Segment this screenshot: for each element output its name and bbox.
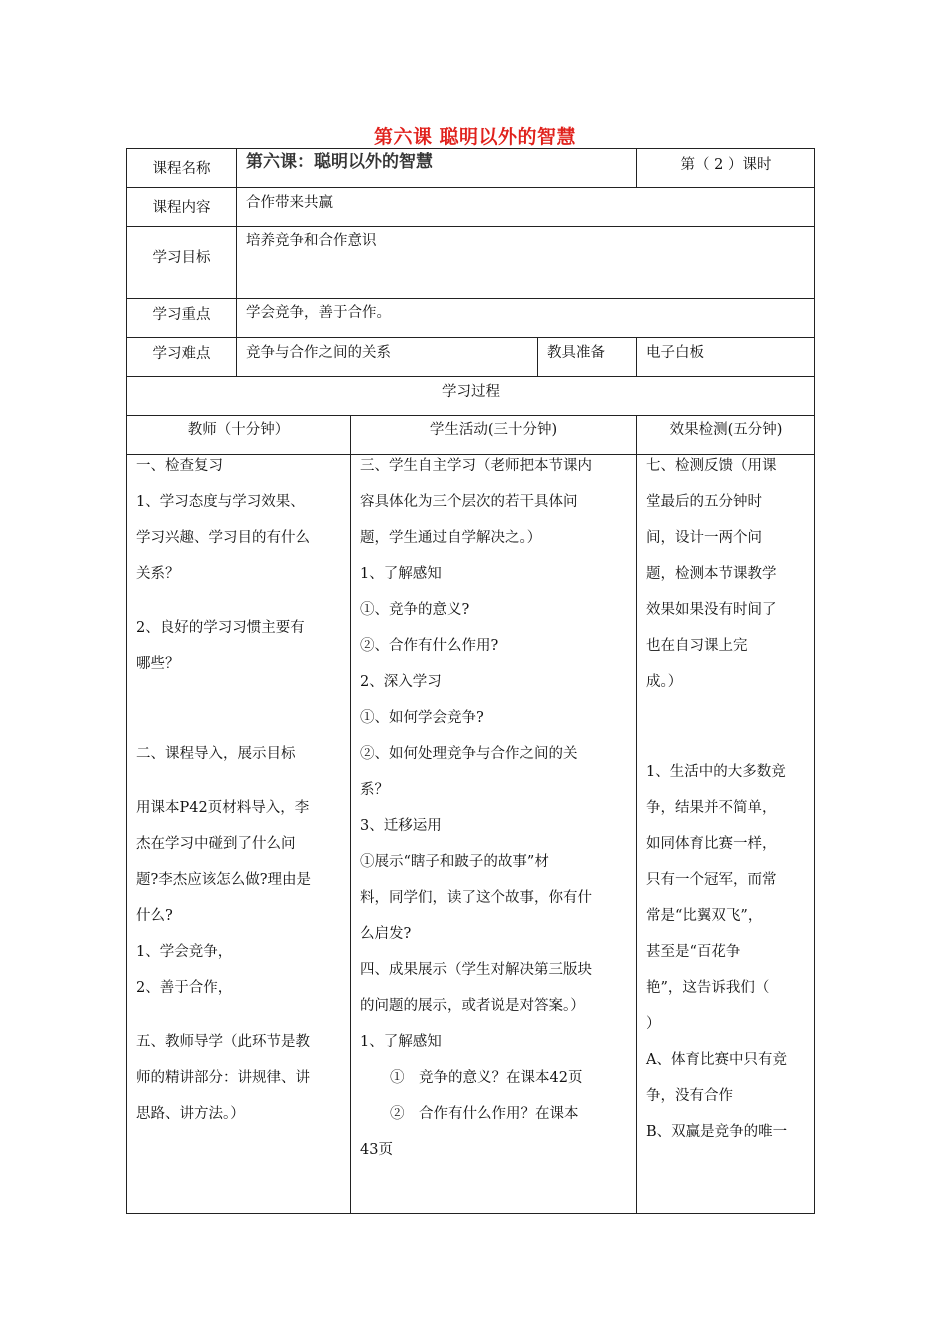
check-line: 成。） [646, 674, 683, 690]
check-line: 常是“比翼双飞”， [646, 908, 763, 924]
row-divider [126, 337, 815, 338]
check-line: 如同体育比赛一样， [646, 836, 777, 852]
teacher-line: 用课本P42页材料导入，李 [136, 800, 310, 816]
student-column [360, 448, 630, 1168]
teacher-line: 1、学习态度与学习效果、 [136, 494, 305, 510]
student-line: ②、如何处理竞争与合作之间的关 [360, 746, 578, 762]
tools-label: 教具准备 [547, 345, 605, 361]
goal-label: 学习目标 [152, 250, 211, 266]
student-line: ②、合作有什么作用? [360, 638, 499, 654]
page-title: 第六课 聪明以外的智慧 [373, 126, 577, 148]
student-line: 的问题的展示，或者说是对答案。） [360, 998, 585, 1014]
check-header: 效果检测(五分钟) [669, 422, 783, 438]
student-line: 3、迁移运用 [360, 818, 442, 834]
check-column [646, 448, 808, 1150]
column-divider [236, 148, 237, 376]
teacher-line: 2、善于合作， [136, 980, 233, 996]
column-divider [636, 337, 637, 376]
student-line: 容具体化为三个层次的若干具体问 [360, 494, 578, 510]
student-line: 1、了解感知 [360, 566, 442, 582]
course-name-label: 课程名称 [152, 161, 211, 177]
goal-value: 培养竞争和合作意识 [246, 233, 377, 249]
key-value: 学会竞争，善于合作。 [246, 305, 391, 321]
difficulty-value: 竞争与合作之间的关系 [246, 345, 391, 361]
student-line: 43页 [360, 1142, 393, 1158]
period-value: 第（ 2 ）课时 [680, 157, 772, 173]
teacher-line: 师的精讲部分：讲规律、讲 [136, 1070, 310, 1086]
course-name-value: 第六课：聪明以外的智慧 [246, 152, 433, 172]
check-line: 也在自习课上完 [646, 638, 748, 654]
check-line: ） [646, 1016, 661, 1032]
teacher-line: 哪些？ [136, 656, 180, 672]
check-line: 堂最后的五分钟时 [646, 494, 762, 510]
student-line: ② 合作有什么作用？在课本 [390, 1106, 579, 1122]
teacher-line: 学习兴趣、学习目的有什么 [136, 530, 310, 546]
student-line: 四、成果展示（学生对解决第三版块 [360, 962, 592, 978]
teacher-column [136, 448, 342, 1132]
process-label: 学习过程 [442, 384, 500, 400]
teacher-line: 2、良好的学习习惯主要有 [136, 620, 305, 636]
teacher-line: 1、学会竞争， [136, 944, 233, 960]
content-label: 课程内容 [152, 200, 211, 216]
teacher-line: 思路、讲方法。） [136, 1106, 245, 1122]
check-line: 艳”，这告诉我们（ [646, 980, 770, 996]
check-line: 七、检测反馈（用课 [646, 458, 777, 474]
teacher-line: 二、课程导入，展示目标 [136, 746, 296, 762]
student-line: 料，同学们，读了这个故事，你有什 [360, 890, 592, 906]
check-line: 效果如果没有时间了 [646, 602, 777, 618]
check-line: 1、生活中的大多数竞 [646, 764, 786, 780]
student-line: ①、竞争的意义? [360, 602, 470, 618]
check-line: 甚至是“百花争 [646, 944, 741, 960]
student-line: 三、学生自主学习（老师把本节课内 [360, 458, 592, 474]
student-line: 系？ [360, 782, 389, 798]
row-divider [126, 376, 815, 377]
teacher-line: 什么? [136, 908, 173, 924]
student-line: ①、如何学会竞争? [360, 710, 484, 726]
row-divider [126, 415, 815, 416]
check-line: A、体育比赛中只有竞 [646, 1052, 787, 1068]
tools-value: 电子白板 [646, 345, 704, 361]
column-divider [537, 337, 538, 376]
row-divider [126, 226, 815, 227]
check-line: 争，没有合作 [646, 1088, 733, 1104]
teacher-line: 题?李杰应该怎么做?理由是 [136, 872, 312, 888]
student-line: 么启发? [360, 926, 412, 942]
check-line: 间，设计一两个问 [646, 530, 762, 546]
difficulty-label: 学习难点 [152, 346, 211, 362]
student-line: 题，学生通过自学解决之。） [360, 530, 542, 546]
teacher-line: 关系？ [136, 566, 180, 582]
teacher-line: 一、检查复习 [136, 458, 223, 474]
key-label: 学习重点 [152, 307, 211, 323]
teacher-line: 五、教师导学（此环节是教 [136, 1034, 310, 1050]
teacher-header: 教师（十分钟） [187, 422, 290, 438]
row-divider [126, 298, 815, 299]
content-value: 合作带来共赢 [246, 195, 333, 211]
check-line: 题，检测本节课教学 [646, 566, 777, 582]
student-line: ① 竞争的意义？在课本42页 [390, 1070, 583, 1086]
check-line: B、双赢是竞争的唯一 [646, 1124, 788, 1140]
student-line: 1、了解感知 [360, 1034, 442, 1050]
row-divider [126, 187, 815, 188]
check-line: 争，结果并不简单， [646, 800, 777, 816]
column-divider [636, 415, 637, 1214]
column-divider [350, 415, 351, 1214]
teacher-line: 杰在学习中碰到了什么问 [136, 836, 296, 852]
student-header: 学生活动(三十分钟) [429, 422, 558, 438]
student-line: 2、深入学习 [360, 674, 442, 690]
student-line: ①展示“瞎子和跛子的故事”材 [360, 854, 549, 870]
check-line: 只有一个冠军，而常 [646, 872, 777, 888]
